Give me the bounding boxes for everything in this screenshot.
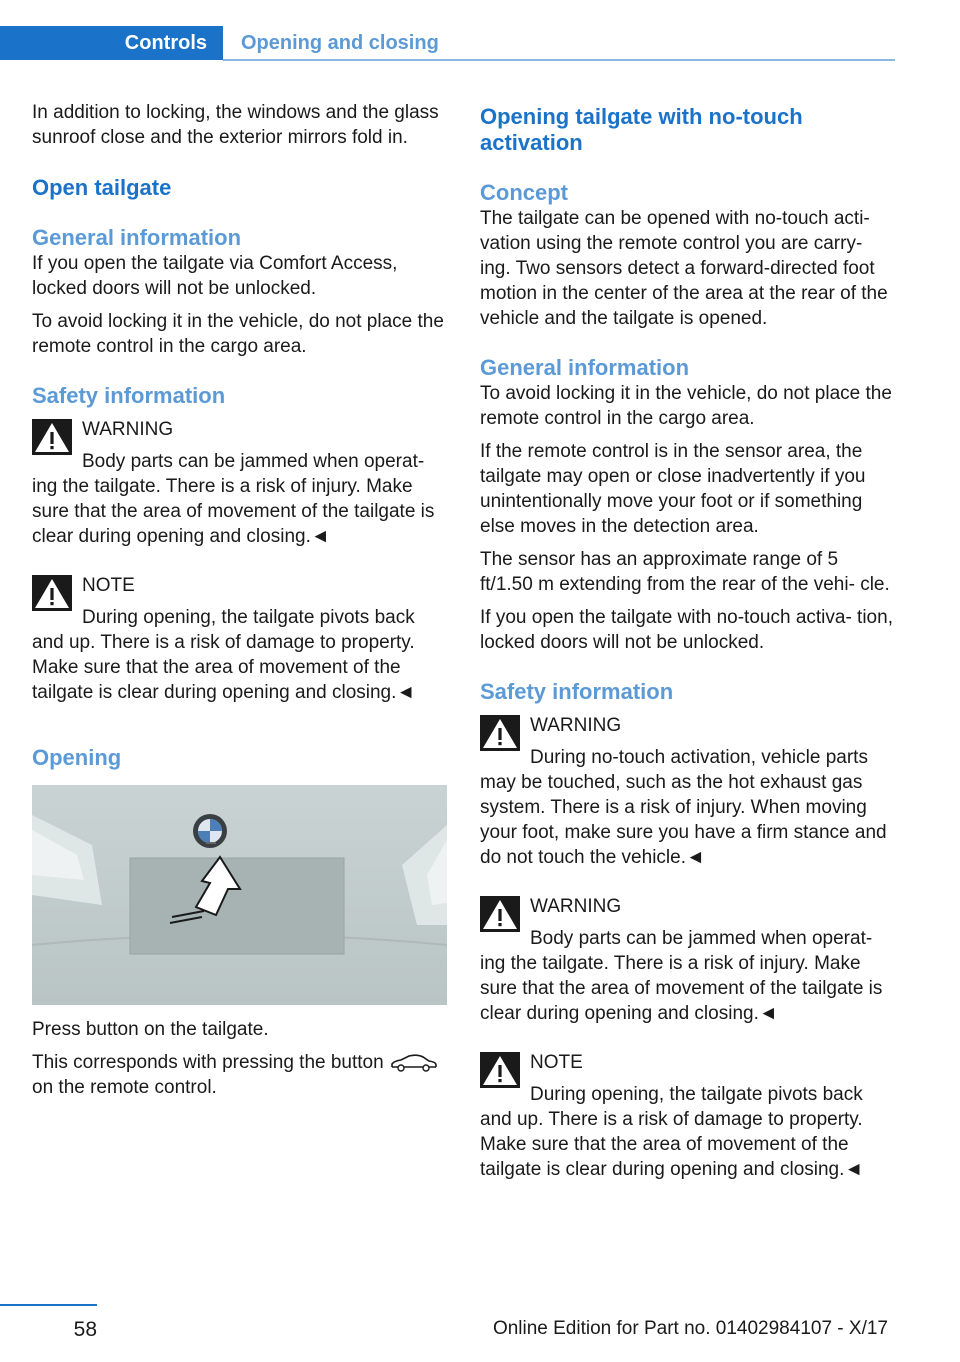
warning-text: may be touched, such as the hot exhaust gas system. There is a risk of injury. When moving your foot, make sure you have a firm stance and do not touch the vehicle.◄: [480, 772, 887, 868]
warning-notice-no-touch: [480, 713, 895, 870]
concept-paragraph: The tailgate can be opened with no-touch acti- vation using the remote control you are carry- ing. Two sensors detect a forward-directed foot motion in the center of the area at the rear of the vehicle and the tailgate is opened.: [480, 208, 888, 329]
corresponds-text: [32, 1050, 447, 1100]
heading-open-tailgate: Open tailgate: [32, 175, 172, 200]
warning-text: ing the tailgate. There is a risk of injury. Make sure that the area of movement of the tailgate is clear during opening and closing.◄: [32, 476, 435, 547]
section-tab-opening-closing[interactable]: Opening and closing: [241, 32, 439, 54]
general-right-paragraph-2: If the remote control is in the sensor area, the tailgate may open or close inadvertently if you unintentionally move your foot or if something else moves in the detection area.: [480, 441, 866, 537]
general-right-paragraph-1: To avoid locking it in the vehicle, do not place the remote control in the cargo area.: [480, 383, 892, 429]
warning-notice: [32, 417, 447, 549]
warning-keyword: WARNING: [530, 715, 622, 736]
warning-triangle-icon: [32, 419, 72, 455]
footer-divider: [0, 1304, 97, 1306]
note-text-first-line: During opening, the tailgate pivots back: [82, 607, 415, 628]
warning-triangle-icon: [480, 896, 520, 932]
warning-text: ing the tailgate. There is a risk of injury. Make sure that the area of movement of the tailgate is clear during opening and closing.◄: [480, 953, 883, 1024]
heading-general-information-right: General information: [480, 355, 690, 380]
page-number: 58: [73, 1318, 97, 1341]
heading-safety-information-right: Safety information: [480, 679, 674, 704]
heading-concept: Concept: [480, 180, 568, 205]
note-text: and up. There is a risk of damage to property. Make sure that the area of movement of the tailgate is clear during opening and closing.◄: [32, 632, 416, 703]
note-notice-right: [480, 1050, 895, 1182]
page-header: [0, 26, 895, 62]
heading-safety-information: Safety information: [32, 383, 226, 408]
heading-general-information: General information: [32, 225, 242, 250]
right-column: [480, 104, 895, 1182]
corresponds-text-start: This corresponds with pressing the button: [32, 1052, 384, 1073]
section-tab-controls[interactable]: Controls: [0, 26, 223, 60]
heading-no-touch-activation: Opening tailgate with no-touch activation: [480, 104, 803, 155]
warning-text-first-line: Body parts can be jammed when operat-: [530, 928, 873, 949]
warning-keyword: WARNING: [82, 419, 174, 440]
edition-info: Online Edition for Part no. 01402984107 - X/17: [492, 1318, 888, 1339]
corresponds-text-end: on the remote control.: [32, 1077, 217, 1098]
warning-text-first-line: Body parts can be jammed when operat-: [82, 451, 425, 472]
general-paragraph-2: To avoid locking it in the vehicle, do not place the remote control in the cargo area.: [32, 311, 444, 357]
header-divider: [223, 59, 895, 61]
tailgate-photo: [32, 785, 447, 1005]
tailgate-button-illustration: [32, 785, 447, 1005]
intro-paragraph: In addition to locking, the windows and the glass sunroof close and the exterior mirrors fold in.: [32, 102, 439, 148]
note-text-first-line: During opening, the tailgate pivots back: [530, 1084, 863, 1105]
car-tailgate-remote-icon: [389, 1053, 439, 1073]
note-triangle-icon: [480, 1052, 520, 1088]
warning-text-first-line: During no-touch activation, vehicle parts: [530, 747, 868, 768]
general-right-paragraph-4: If you open the tailgate with no-touch activa- tion, locked doors will not be unlocked.: [480, 607, 893, 653]
note-keyword: NOTE: [530, 1052, 583, 1073]
warning-notice-jammed: [480, 894, 895, 1026]
press-button-text: Press button on the tailgate.: [32, 1019, 269, 1040]
warning-keyword: WARNING: [530, 896, 622, 917]
note-triangle-icon: [32, 575, 72, 611]
general-right-paragraph-3: The sensor has an approximate range of 5 ft/1.50 m extending from the rear of the vehi- cle.: [480, 549, 890, 595]
note-notice: [32, 573, 447, 705]
left-column: [32, 100, 447, 1100]
heading-opening: Opening: [32, 745, 122, 770]
warning-triangle-icon: [480, 715, 520, 751]
note-text: and up. There is a risk of damage to property. Make sure that the area of movement of the tailgate is clear during opening and closing.◄: [480, 1109, 864, 1180]
general-paragraph-1: If you open the tailgate via Comfort Access, locked doors will not be unlocked.: [32, 253, 398, 299]
note-keyword: NOTE: [82, 575, 135, 596]
